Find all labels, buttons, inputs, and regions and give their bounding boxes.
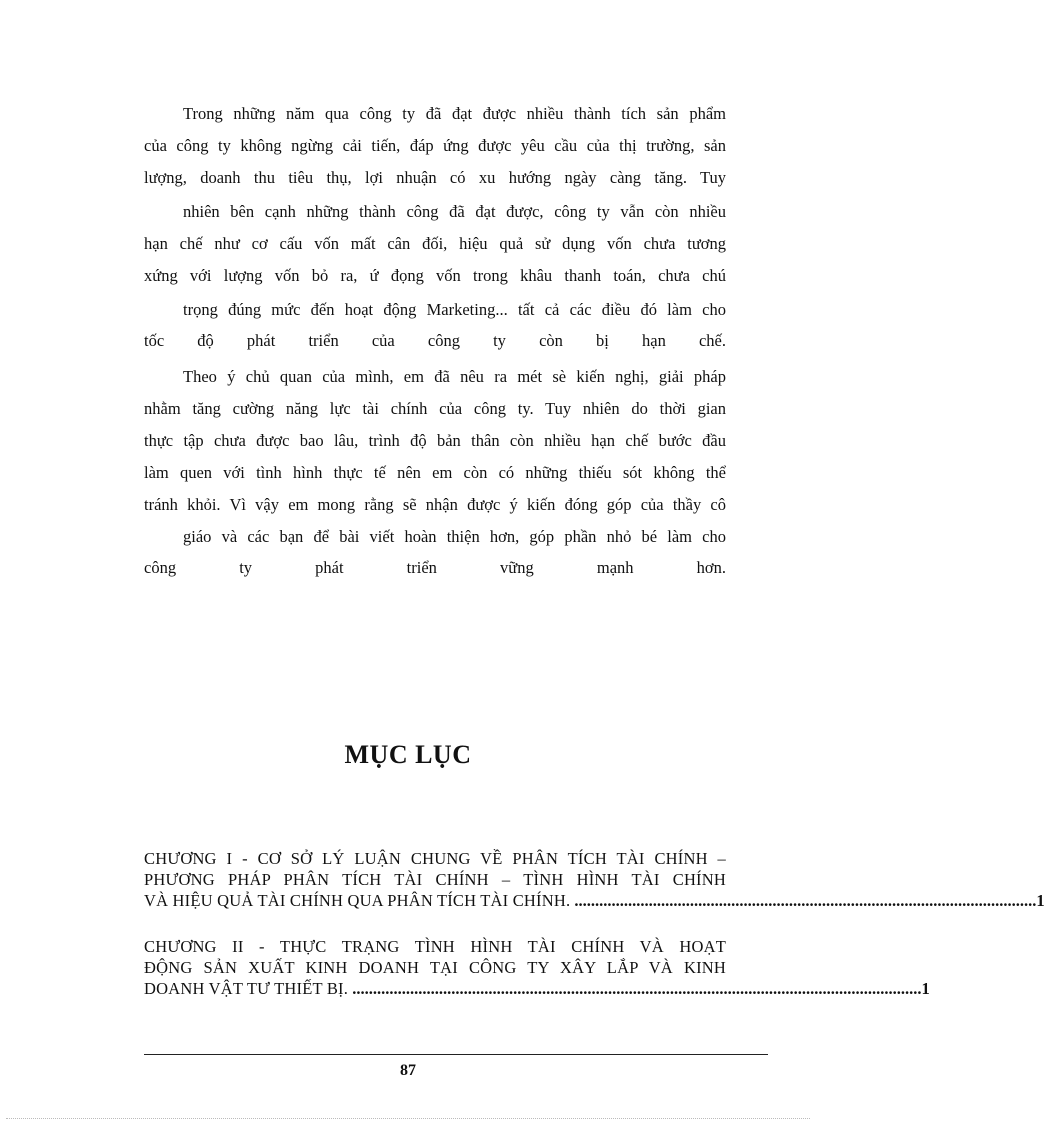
body-line: của công ty không ngừng cải tiến, đáp ứng được yêu cầu của thị trường, sản xyxy=(144,136,726,155)
body-line: thực tập chưa được bao lâu, trình độ bản thân còn nhiều hạn chế bước đầu xyxy=(144,431,726,450)
body-line: tránh khỏi. Vì vậy em mong rằng sẽ nhận được ý kiến đóng góp của thầy cô xyxy=(144,495,726,514)
toc-entry[interactable] xyxy=(144,936,930,999)
body-line: nhằm tăng cường năng lực tài chính của công ty. Tuy nhiên do thời gian xyxy=(144,399,726,418)
body-line: Trong những năm qua công ty đã đạt được nhiều thành tích sản phẩm xyxy=(183,104,726,123)
toc-entry-line: CHƯƠNG I - CƠ SỞ LÝ LUẬN CHUNG VỀ PHÂN TÍCH TÀI CHÍNH – xyxy=(144,849,726,868)
footer-divider xyxy=(144,1054,768,1055)
body-line: Theo ý chủ quan của mình, em đã nêu ra mét sè kiến nghị, giải pháp xyxy=(183,367,726,386)
toc-dot-leader: ................................................................................................................ xyxy=(570,891,1037,910)
toc-page-number: 1 xyxy=(1036,891,1045,910)
body-line: trọng đúng mức đến hoạt động Marketing... tất cả các điều đó làm cho xyxy=(183,300,726,319)
page-bottom-border xyxy=(6,1118,810,1119)
toc-entry-line: DOANH VẬT TƯ THIẾT BỊ. xyxy=(144,979,349,998)
toc-entry[interactable] xyxy=(144,848,1045,911)
body-line: hạn chế như cơ cấu vốn mất cân đối, hiệu quả sử dụng vốn chưa tương xyxy=(144,234,726,253)
toc-entry-last-line xyxy=(144,890,1045,911)
body-line: tốc độ phát triển của công ty còn bị hạn chế. xyxy=(144,331,726,350)
toc-entry-last-line xyxy=(144,978,930,999)
body-line: lượng, doanh thu tiêu thụ, lợi nhuận có xu hướng ngày càng tăng. Tuy xyxy=(144,168,726,187)
body-line: làm quen với tình hình thực tế nên em còn có những thiếu sót không thể xyxy=(144,463,726,482)
body-line: giáo và các bạn để bài viết hoàn thiện hơn, góp phần nhỏ bé làm cho xyxy=(183,527,726,546)
body-line: nhiên bên cạnh những thành công đã đạt được, công ty vẫn còn nhiều xyxy=(183,202,726,221)
toc-entry-line: VÀ HIỆU QUẢ TÀI CHÍNH QUA PHÂN TÍCH TÀI CHÍNH. xyxy=(144,891,571,910)
body-line: công ty phát triển vững mạnh hơn. xyxy=(144,558,726,577)
body-line: xứng với lượng vốn bỏ ra, ứ đọng vốn trong khâu thanh toán, chưa chú xyxy=(144,266,726,285)
toc-entry-line: CHƯƠNG II - THỰC TRẠNG TÌNH HÌNH TÀI CHÍNH VÀ HOẠT xyxy=(144,937,726,956)
toc-entry-line: PHƯƠNG PHÁP PHÂN TÍCH TÀI CHÍNH – TÌNH HÌNH TÀI CHÍNH xyxy=(144,870,726,889)
toc-dot-leader: .......................................................................................................................................... xyxy=(348,979,922,998)
toc-title: MỤC LỤC xyxy=(344,740,472,769)
toc-page-number: 1 xyxy=(921,979,930,998)
toc-entry-line: ĐỘNG SẢN XUẤT KINH DOANH TẠI CÔNG TY XÂY LẮP VÀ KINH xyxy=(144,958,726,977)
page-number: 87 xyxy=(400,1062,416,1079)
